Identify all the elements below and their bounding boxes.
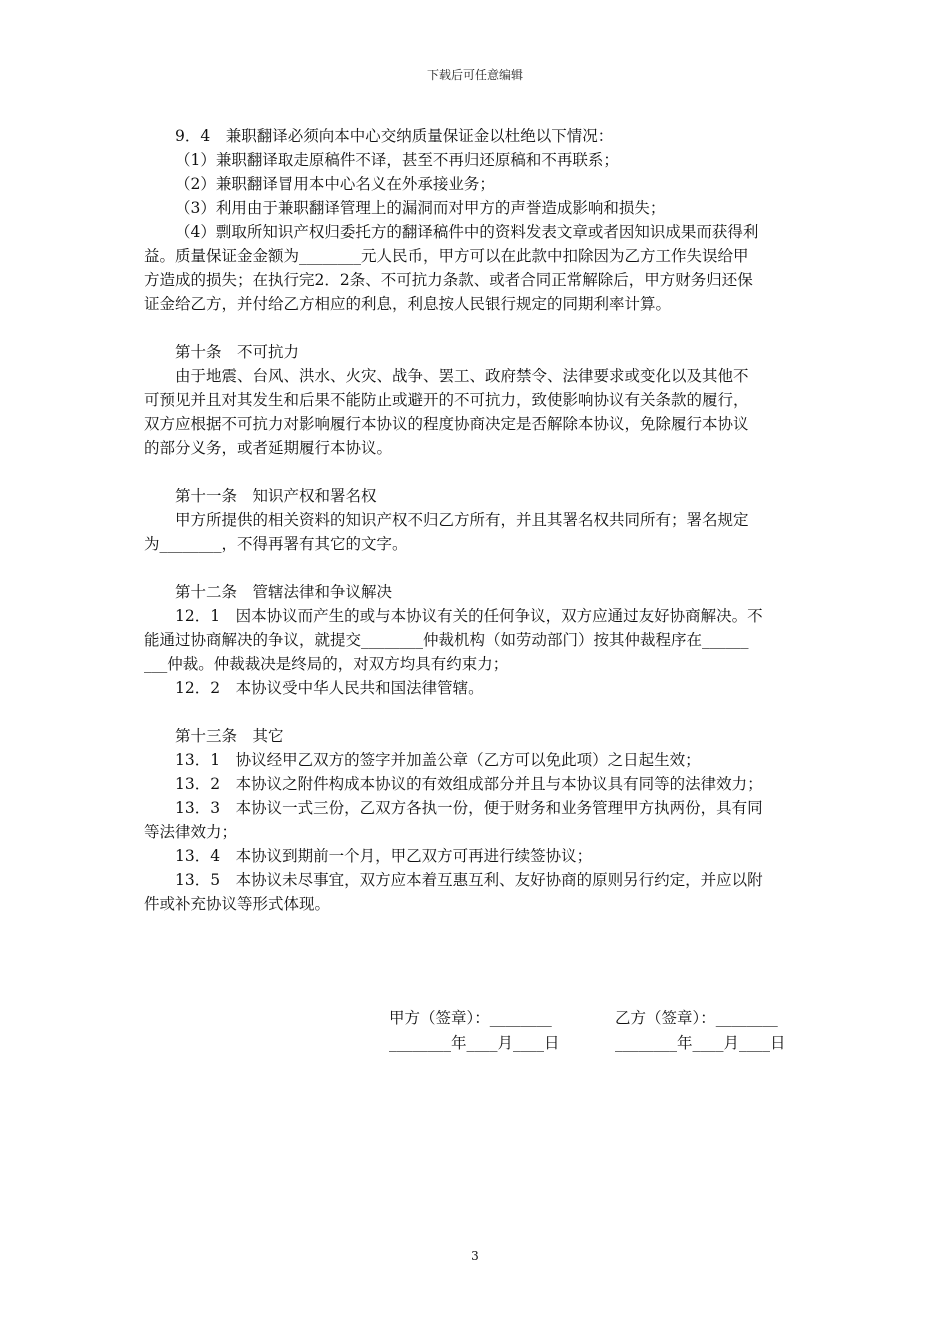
date-row bbox=[389, 1031, 841, 1056]
text-line: 12．2 本协议受中华人民共和国法律管辖。 bbox=[175, 679, 484, 697]
party-a-date: ________年____月____日 bbox=[389, 1034, 560, 1052]
party-b-date: ________年____月____日 bbox=[615, 1034, 786, 1052]
party-b-signature: 乙方（签章）：________ bbox=[615, 1009, 778, 1027]
paragraph-gap bbox=[144, 700, 808, 724]
text-line: （1）兼职翻译取走原稿件不译，甚至不再归还原稿和不再联系； bbox=[175, 151, 619, 169]
text-line: 13．4 本协议到期前一个月，甲乙双方可再进行续签协议； bbox=[175, 847, 593, 865]
page-number: 3 bbox=[471, 1249, 479, 1263]
signature-block bbox=[389, 1006, 841, 1056]
text-line: 9．4 兼职翻译必须向本中心交纳质量保证金以杜绝以下情况： bbox=[175, 127, 614, 145]
text-line: 证金给乙方，并付给乙方相应的利息，利息按人民银行规定的同期利率计算。 bbox=[144, 295, 672, 313]
text-line: 双方应根据不可抗力对影响履行本协议的程度协商决定是否解除本协议，免除履行本协议 bbox=[144, 415, 749, 433]
paragraph-gap bbox=[144, 460, 808, 484]
text-line: ___仲裁。仲裁裁决是终局的，对双方均具有约束力； bbox=[144, 655, 509, 673]
party-a-signature: 甲方（签章）：________ bbox=[389, 1009, 552, 1027]
text-line: 第十三条 其它 bbox=[175, 727, 284, 745]
text-line: 益。质量保证金金额为________元人民币，甲方可以在此款中扣除因为乙方工作失误给甲 bbox=[144, 247, 749, 265]
document-body bbox=[144, 124, 808, 916]
text-line: 能通过协商解决的争议，就提交________仲裁机构（如劳动部门）按其仲裁程序在______ bbox=[144, 631, 749, 649]
text-line: （4）剽取所知识产权归委托方的翻译稿件中的资料发表文章或者因知识成果而获得利 bbox=[175, 223, 759, 241]
text-line: 的部分义务，或者延期履行本协议。 bbox=[144, 439, 393, 457]
text-line: 13．2 本协议之附件构成本协议的有效组成部分并且与本协议具有同等的法律效力； bbox=[175, 775, 763, 793]
text-line: 第十条 不可抗力 bbox=[175, 343, 300, 361]
text-line: 甲方所提供的相关资料的知识产权不归乙方所有，并且其署名权共同所有；署名规定 bbox=[175, 511, 749, 529]
text-line: 13．1 协议经甲乙双方的签字并加盖公章（乙方可以免此项）之日起生效； bbox=[175, 751, 701, 769]
signature-row bbox=[389, 1006, 841, 1031]
text-line: 方造成的损失；在执行完2．2条、不可抗力条款、或者合同正常解除后，甲方财务归还保 bbox=[144, 271, 753, 289]
paragraph-gap bbox=[144, 556, 808, 580]
text-line: 等法律效力； bbox=[144, 823, 238, 841]
paragraph-gap bbox=[144, 316, 808, 340]
page-header: 下载后可任意编辑 bbox=[426, 68, 523, 82]
text-line: （3）利用由于兼职翻译管理上的漏洞而对甲方的声誉造成影响和损失； bbox=[175, 199, 666, 217]
text-line: 第十二条 管辖法律和争议解决 bbox=[175, 583, 393, 601]
text-line: 13．5 本协议未尽事宜，双方应本着互惠互利、友好协商的原则另行约定，并应以附 bbox=[175, 871, 763, 889]
text-line: （2）兼职翻译冒用本中心名义在外承接业务； bbox=[175, 175, 495, 193]
text-line: 可预见并且对其发生和后果不能防止或避开的不可抗力，致使影响协议有关条款的履行， bbox=[144, 391, 749, 409]
text-line: 由于地震、台风、洪水、火灾、战争、罢工、政府禁令、法律要求或变化以及其他不 bbox=[175, 367, 749, 385]
text-line: 13．3 本协议一式三份，乙双方各执一份，便于财务和业务管理甲方执两份，具有同 bbox=[175, 799, 763, 817]
text-line: 第十一条 知识产权和署名权 bbox=[175, 487, 377, 505]
text-line: 件或补充协议等形式体现。 bbox=[144, 895, 331, 913]
text-line: 12．1 因本协议而产生的或与本协议有关的任何争议，双方应通过友好协商解决。不 bbox=[175, 607, 763, 625]
text-line: 为________，不得再署有其它的文字。 bbox=[144, 535, 408, 553]
